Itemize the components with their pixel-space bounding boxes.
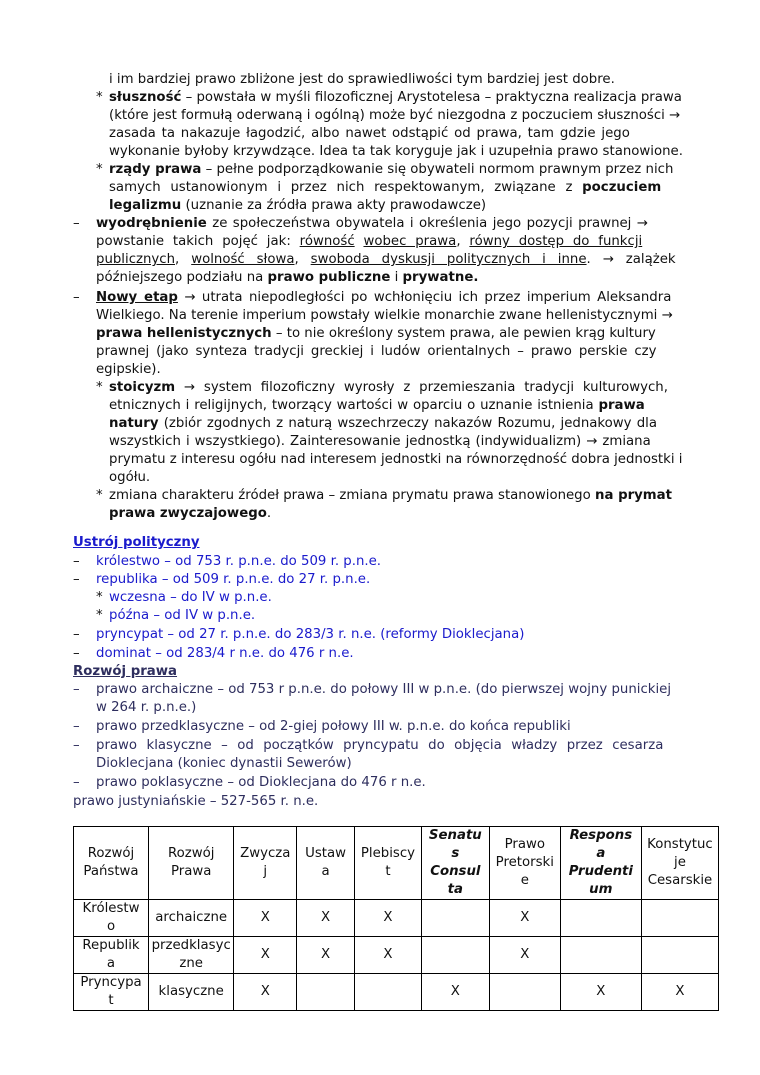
text-line: prawnej (jako synteza tradycji greckiej i ludów orientalnych – prawo perskie czy xyxy=(96,344,657,359)
header-cell: Ustaw a xyxy=(297,827,355,900)
underlined-term: wolność słowa xyxy=(191,252,295,267)
term-wyodrebnienie: wyodrębnienie xyxy=(96,216,207,231)
list-item: prawo archaiczne – od 753 r p.n.e. do połowy III w p.n.e. (do pierwszej wojny punickiej xyxy=(96,682,672,697)
list-item: prawo justyniańskie – 527-565 r. n.e. xyxy=(73,794,319,809)
bold-span: legalizmu xyxy=(109,198,182,213)
table-cell: przedklasyc zne xyxy=(149,937,234,974)
star-bullet: * xyxy=(96,90,103,105)
text-span: powstanie takich pojęć jak: xyxy=(96,234,300,249)
underlined-term: równy dostęp do funkcji xyxy=(469,234,643,249)
dash-bullet: – xyxy=(73,719,80,734)
dash-bullet: – xyxy=(73,775,80,790)
header-cell: Rozwój Państwa xyxy=(74,827,149,900)
bold-span: poczuciem xyxy=(582,180,662,195)
header-cell: Zwycza j xyxy=(234,827,297,900)
table-cell xyxy=(354,974,421,1011)
table-cell xyxy=(560,900,641,937)
text-span: – powstała w myśli filozoficznej Arystotelesa – praktyczna realizacja prawa xyxy=(181,90,682,105)
list-item: późna – od IV w p.n.e. xyxy=(109,608,256,623)
underlined-term: równość xyxy=(299,234,355,249)
text-span: (zbiór zgodnych z naturą wszechrzeczy nakazów Rozumu, jednakowy dla xyxy=(158,416,658,431)
header-cell: Prawo Pretorski e xyxy=(489,827,560,900)
header-cell: Plebiscy t xyxy=(354,827,421,900)
text-line xyxy=(96,289,671,307)
table-row xyxy=(74,974,719,1011)
list-item: królestwo – od 753 r. p.n.e. do 509 r. p.n.e. xyxy=(96,554,382,569)
list-item: dominat – od 283/4 r n.e. do 476 r n.e. xyxy=(96,646,354,661)
list-item: prawo poklasyczne – od Dioklecjana do 476 r n.e. xyxy=(96,775,426,790)
bold-span: natury xyxy=(109,416,159,431)
table-cell xyxy=(421,937,489,974)
text-line: ogółu. xyxy=(109,470,151,485)
header-cell: Respons a Prudenti um xyxy=(560,827,641,900)
text-line xyxy=(109,397,645,415)
text-span: zmiana charakteru źródeł prawa – zmiana prymatu prawa stanowionego xyxy=(109,488,595,503)
text-line xyxy=(109,197,486,215)
text-span: etnicznych i religijnych, tworzący wartości w oparciu o uznanie istnienia xyxy=(109,398,599,413)
dash-bullet: – xyxy=(73,554,80,569)
bold-span: na prymat xyxy=(595,488,672,503)
dash-bullet: – xyxy=(73,682,80,697)
term-rzady-prawa: rządy prawa xyxy=(109,162,202,177)
text-line xyxy=(109,179,661,197)
table-cell: Pryncypa t xyxy=(74,974,149,1011)
star-bullet: * xyxy=(96,162,103,177)
section-heading-ustroj: Ustrój polityczny xyxy=(73,535,200,550)
underlined-term: wobec prawa xyxy=(363,234,457,249)
text-line xyxy=(96,325,656,343)
star-bullet: * xyxy=(96,608,103,623)
bold-span: prawo publiczne xyxy=(267,270,391,285)
bold-span: prawa hellenistycznych xyxy=(96,326,272,341)
dash-bullet: – xyxy=(73,216,80,231)
dash-bullet: – xyxy=(73,290,80,305)
list-item: pryncypat – od 27 r. p.n.e. do 283/3 r. n.e. (reformy Dioklecjana) xyxy=(96,627,525,642)
text-line xyxy=(96,215,648,233)
text-line: prymatu z interesu ogółu nad interesem jednostki na równorzędność dobra jednostki i xyxy=(109,452,683,467)
list-item: republika – od 509 r. p.n.e. do 27 r. p.n.e. xyxy=(96,572,371,587)
table-cell xyxy=(297,974,355,1011)
text-span: późniejszego podziału na xyxy=(96,270,268,285)
list-item: Dioklecjana (koniec dynastii Sewerów) xyxy=(96,756,352,771)
text-line: wszystkich i wszystkiego). Zainteresowanie jednostką (indywidualizm) → zmiana xyxy=(109,434,651,449)
table-cell: X xyxy=(354,900,421,937)
table-cell: X xyxy=(560,974,641,1011)
list-item: prawo klasyczne – od początków pryncypatu do objęcia władzy przez cesarza xyxy=(96,738,664,753)
underlined-term: publicznych xyxy=(96,252,176,267)
text-span: – pełne podporządkowanie się obywateli normom prawnym przez nich xyxy=(201,162,674,177)
text-line: publicznych, wolność słowa, swoboda dyskusji politycznych i inne. → zalążek xyxy=(96,252,676,267)
text-line: Wielkiego. Na terenie imperium powstały wielkie monarchie zwane hellenistycznymi → xyxy=(96,308,673,323)
text-line: egipskie). xyxy=(96,362,161,377)
star-bullet: * xyxy=(96,380,103,395)
section-heading-rozwoj: Rozwój prawa xyxy=(73,664,178,679)
table-cell: X xyxy=(354,937,421,974)
header-cell: Rozwój Prawa xyxy=(149,827,234,900)
text-span: (uznanie za źródła prawa akty prawodawcze) xyxy=(181,198,487,213)
table-cell xyxy=(560,937,641,974)
table-cell: X xyxy=(489,937,560,974)
table-cell: klasyczne xyxy=(149,974,234,1011)
table-cell: X xyxy=(297,937,355,974)
dash-bullet: – xyxy=(73,627,80,642)
text-line xyxy=(109,415,657,433)
text-line xyxy=(109,505,271,523)
bold-span: prawa zwyczajowego xyxy=(109,506,267,521)
text-span: ze społeczeństwa obywatela i określenia jego pozycji prawnej → xyxy=(206,216,648,231)
text-line xyxy=(109,379,668,397)
text-span: . xyxy=(266,506,272,521)
table-cell: X xyxy=(234,900,297,937)
table-cell xyxy=(641,937,718,974)
text-line xyxy=(96,269,478,287)
table-cell: X xyxy=(421,974,489,1011)
text-line: wykonanie byłoby krzywdzące. Idea ta tak koryguje jak i uzupełnia prawo stanowione. xyxy=(109,144,683,159)
text-line: (które jest formułą oderwaną i ogólną) może być niezgodna z poczuciem słuszności → xyxy=(109,108,681,123)
text-span: i xyxy=(390,270,403,285)
text-span: → utrata niepodległości po wchłonięciu ich przez imperium Aleksandra xyxy=(177,290,672,305)
table-header-row xyxy=(74,827,719,900)
table-cell: X xyxy=(234,974,297,1011)
text-line xyxy=(109,487,672,505)
table-row xyxy=(74,900,719,937)
text-span: → system filozoficzny wyrosły z przemieszania tradycji kulturowych, xyxy=(175,380,668,395)
table-cell: X xyxy=(641,974,718,1011)
text-span: – to nie określony system prawa, ale pewien krąg kultury xyxy=(271,326,656,341)
text-span: samych ustanowionym i przez nich respektowanym, związane z xyxy=(109,180,583,195)
text-span: . → zalążek xyxy=(586,252,676,267)
text-line xyxy=(109,161,673,179)
star-bullet: * xyxy=(96,590,103,605)
table-row xyxy=(74,937,719,974)
bold-span: prywatne. xyxy=(402,270,479,285)
table-cell: archaiczne xyxy=(149,900,234,937)
list-item: prawo przedklasyczne – od 2-giej połowy III w. p.n.e. do końca republiki xyxy=(96,719,571,734)
table-cell: Republik a xyxy=(74,937,149,974)
header-cell: Konstytuc je Cesarskie xyxy=(641,827,718,900)
table-cell: X xyxy=(489,900,560,937)
list-item: wczesna – do IV w p.n.e. xyxy=(109,590,272,605)
term-nowy-etap: Nowy etap xyxy=(96,290,178,305)
text-line: powstanie takich pojęć jak: równość wobec prawa, równy dostęp do funkcji xyxy=(96,234,643,249)
header-cell: Senatu s Consul ta xyxy=(421,827,489,900)
list-item: w 264 r. p.n.e.) xyxy=(96,700,197,715)
table-cell xyxy=(421,900,489,937)
text-line: i im bardziej prawo zbliżone jest do sprawiedliwości tym bardziej jest dobre. xyxy=(109,72,615,87)
law-development-table xyxy=(73,826,719,1011)
dash-bullet: – xyxy=(73,646,80,661)
star-bullet: * xyxy=(96,488,103,503)
table-cell: X xyxy=(297,900,355,937)
underlined-term: swoboda dyskusji politycznych i inne xyxy=(310,252,587,267)
table-cell xyxy=(489,974,560,1011)
text-line xyxy=(109,89,682,107)
table-cell: Królestw o xyxy=(74,900,149,937)
bold-span: prawa xyxy=(598,398,645,413)
dash-bullet: – xyxy=(73,572,80,587)
term-slusznosc: słuszność xyxy=(109,90,182,105)
table-cell: X xyxy=(234,937,297,974)
term-stoicyzm: stoicyzm xyxy=(109,380,176,395)
text-line: zasada ta nakazuje łagodzić, albo nawet odstąpić od prawa, tam gdzie jego xyxy=(109,126,630,141)
dash-bullet: – xyxy=(73,738,80,753)
table-cell xyxy=(641,900,718,937)
